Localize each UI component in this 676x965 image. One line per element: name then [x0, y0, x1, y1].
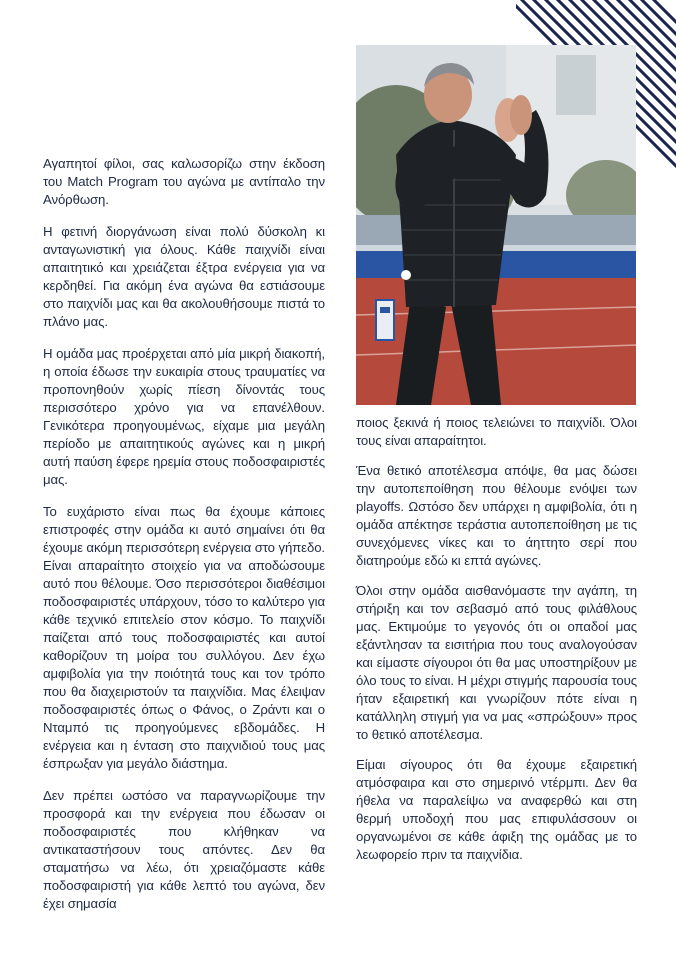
- paragraph: Είμαι σίγουρος ότι θα έχουμε εξαιρετική ατμόσφαιρα και στο σημερινό ντέρμπι. Δεν θα ήθελα να παραλείψω να αναφερθώ και στη θερμή υποδοχή που μας επιφυλάσσουν οι οργανωμένοι σε κάθε άφιξη της ομάδας με το λεωφορείο πριν τα παιχνίδια.: [356, 757, 637, 862]
- paragraph: Δεν πρέπει ωστόσο να παραγνωρίζουμε την προσφορά και την ενέργεια που έδωσαν οι ποδοσφαιριστές που κλήθηκαν να αντικαταστήσουν τους απόντες. Δεν θα σταματήσω να λέω, ότι χρειαζόμαστε κάθε ποδοσφαιριστή για κάθε λεπτό του αγώνα, δεν έχει σημασία: [43, 788, 325, 911]
- coach-photo: [356, 45, 636, 405]
- paragraph: Η ομάδα μας προέρχεται από μία μικρή διακοπή, η οποία έδωσε την ευκαιρία στους τραυματίες να προπονηθούν χωρίς πίεση δίνοντάς τους περισσότερο χρόνο για να επανέλθουν. Γενικότερα προηγουμένως, είχαμε μια μεγάλη περίοδο με απαιτητικούς αγώνες και η μικρή αυτή παύση έφερε ηρεμία στους ποδοσφαιριστές μας.: [43, 346, 325, 487]
- paragraph: Η φετινή διοργάνωση είναι πολύ δύσκολη κι ανταγωνιστική για όλους. Κάθε παιχνίδι είναι απαιτητικό και χρειάζεται έξτρα ενέργεια για να κερδηθεί. Για ακόμη ένα αγώνα θα εστιάσουμε στο παιχνίδι μας και θα ακολουθήσουμε πιστά το πλάνο μας.: [43, 224, 325, 329]
- paragraph: Το ευχάριστο είναι πως θα έχουμε κάποιες επιστροφές στην ομάδα κι αυτό σημαίνει ότι θα έχουμε ακόμη περισσότερη ενέργεια στο γήπεδο. Είναι απαραίτητο στοιχείο για να αποδώσουμε αυτό που θέλουμε. Όσο περισσότεροι διαθέσιμοι ποδοσφαιριστές υπάρχουν, τόσο το καλύτερο για κάθε τεχνικό επιτελείο στον κόσμο. Το παιχνίδι παίζεται από τους ποδοσφαιριστές και αυτοί καθορίζουν τη μοίρα του συλλόγου. Δεν έχω αμφιβολία για την ποιότητά τους και τον τρόπο που θα διαχειριστούν τα παιχνίδια. Μας έλειψαν ποδοσφαιριστές όπως ο Φάνος, ο Ζράντι και ο Νταμπό τις προηγούμενες εβδομάδες. Η ενέργεια και η ένταση στο παιχνιδιού τους μας έσπρωξαν για μεγάλο διάστημα.: [43, 504, 325, 771]
- paragraph: Ένα θετικό αποτέλεσμα απόψε, θα μας δώσει την αυτοπεποίθηση που θέλουμε ενόψει των playoffs. Ωστόσο δεν υπάρχει η αμφιβολία, ότι η ομάδα απέκτησε τεράστια αυτοπεποίθηση με τις συνεχόμενες νίκες και το άηττητο σερί που διατηρούμε εδώ κι επτά αγώνες.: [356, 463, 637, 568]
- article-left-column: [43, 155, 325, 927]
- paragraph: Όλοι στην ομάδα αισθανόμαστε την αγάπη, τη στήριξη και τον σεβασμό από τους φιλάθλους μας. Εκτιμούμε το γεγονός ότι οι οπαδοί μας εξάντλησαν τα εισιτήρια που τους αναλογούσαν και είμαστε σίγουροι ότι θα μας υποστηρίξουν με όλο τους το είναι. Η μέχρι στιγμής παρουσία τους ήταν εξαιρετική και γνωρίζουν πότε είναι η κατάλληλη στιγμή για να μας «σπρώξουν» προς το θετικό αποτέλεσμα.: [356, 583, 637, 742]
- paragraph: Αγαπητοί φίλοι, σας καλωσορίζω στην έκδοση του Match Program του αγώνα με αντίπαλο την Ανόρθωση.: [43, 156, 325, 207]
- paragraph: ποιος ξεκινά ή ποιος τελειώνει το παιχνίδι. Όλοι τους είναι απαραίτητοι.: [356, 415, 637, 448]
- article-right-column: [356, 414, 637, 876]
